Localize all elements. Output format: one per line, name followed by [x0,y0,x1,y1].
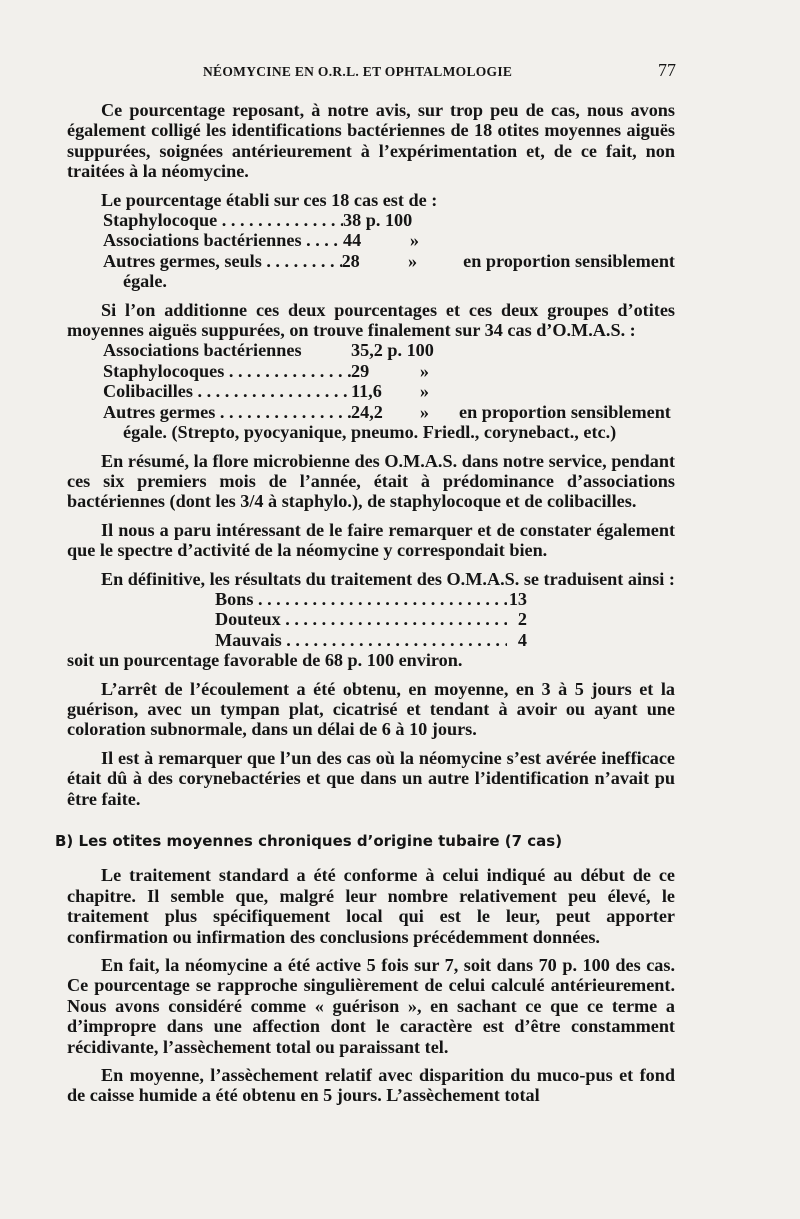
section-heading: B) Les otites moyennes chroniques d’origine tubaire (7 cas) [55,832,563,850]
paragraph: L’arrêt de l’écoulement a été obtenu, en moyenne, en 3 à 5 jours et la guérison, avec un tympan plat, cicatrisé et tendant à avoir ou ayant une coloration subnormale, dans un délai de 6 à 10 jours. [67,678,675,740]
table-row [103,251,675,271]
result-count: 2 [517,609,527,630]
table-row [103,230,675,250]
ditto-mark: » [419,401,429,422]
table-row [103,340,675,360]
ditto-mark: » [409,230,419,251]
leader-dots [262,251,342,271]
body-text [55,100,675,1106]
leader-dots [253,589,507,609]
germ-table-18-cases [103,210,675,292]
result-count: 4 [517,629,527,650]
row-value: 29 [351,360,370,381]
row-label: Colibacilles [103,381,193,402]
table-row [103,402,675,422]
leader-dots [193,381,351,401]
row-note: en proportion sensiblement [463,250,675,271]
row-label: Autres germes, seuls [103,250,262,271]
leader-dots [282,630,507,650]
ditto-mark: » [419,360,429,381]
row-value: 28 [341,250,360,271]
row-continuation: égale. [123,271,167,292]
row-value: 24,2 [351,401,383,422]
row-note: en proportion sensiblement [459,401,671,422]
result-label: Douteux [215,609,281,630]
page-header [0,62,800,84]
table-row [215,630,527,650]
paragraph: Il est à remarquer que l’un des cas où la néomycine s’est avérée inefficace était dû à des corynebactéries et que dans un autre l’identification n’avait pu être faite. [67,747,675,809]
leader-dots [215,402,351,422]
paragraph: En définitive, les résultats du traitement des O.M.A.S. se traduisent ainsi : [101,568,675,589]
ditto-mark: » [408,250,418,271]
row-value: 35,2 p. 100 [351,340,434,361]
paragraph: En résumé, la flore microbienne des O.M.A.S. dans notre service, pendant ces six premiers mois de l’année, était à prédominance d’associations bactériennes (dont les 3/4 à staphylo.), de staphylocoque et de colibacilles. [67,450,675,512]
row-label: Associations bactériennes [103,340,302,361]
running-title: NÉOMYCINE EN O.R.L. ET OPHTALMOLOGIE [203,64,513,79]
table-row [215,589,527,609]
table-row [103,361,675,381]
page-number: 77 [658,60,676,80]
leader-dots [281,609,507,629]
paragraph: Il nous a paru intéressant de le faire remarquer et de constater également que le spectre d’activité de la néomycine y correspondait bien. [67,519,675,561]
paragraph: En fait, la néomycine a été active 5 fois sur 7, soit dans 70 p. 100 des cas. Ce pourcentage se rapproche singulièrement de celui calculé antérieurement. Nous avons considéré comme « guérison », en sachant ce que ce terme a d’impropre dans une affection dont le caractère est d’être constamment récidivante, l’assèchement total ou paraissant tel. [67,955,675,1057]
row-label: Associations bactériennes [103,230,302,251]
paragraph: Le traitement standard a été conforme à celui indiqué au début de ce chapitre. Il semble que, malgré leur nombre relativement peu élevé, le traitement plus spécifiquement local qui est le leur, peut apporter confirmation ou infirmation des conclusions précédemment données. [67,865,675,947]
row-continuation: égale. (Strepto, pyocyanique, pneumo. Friedl., corynebact., etc.) [123,422,617,443]
treatment-results-table [215,589,675,650]
row-value: 44 [343,230,362,251]
result-label: Bons [215,588,254,609]
table-row [103,381,675,401]
row-label: Staphylocoque [103,210,218,231]
table-row [215,609,527,629]
leader-dots [217,210,343,230]
paragraph: soit un pourcentage favorable de 68 p. 100 environ. [67,650,463,671]
table-row [103,210,675,230]
paragraph: En moyenne, l’assèchement relatif avec disparition du muco-pus et fond de caisse humide a été obtenu en 5 jours. L’assèchement total [67,1065,675,1106]
result-count: 13 [508,588,527,609]
result-label: Mauvais [215,629,282,650]
germ-table-34-cases [103,340,675,442]
paragraph: Le pourcentage établi sur ces 18 cas est de : [101,189,438,210]
row-value: 38 p. 100 [343,210,413,231]
row-label: Staphylocoques [103,360,225,381]
ditto-mark: » [419,381,429,402]
paragraph: Ce pourcentage reposant, à notre avis, sur trop peu de cas, nous avons également colligé les identifications bactériennes de 18 otites moyennes aiguës suppurées, soignées antérieurement à l’expérimentation et, de ce fait, non traitées à la néomycine. [67,100,675,182]
leader-dots [224,361,351,381]
leader-dots [302,230,343,250]
row-value: 11,6 [351,381,382,402]
row-label: Autres germes [103,401,216,422]
paragraph: Si l’on additionne ces deux pourcentages et ces deux groupes d’otites moyennes aiguës suppurées, on trouve finalement sur 34 cas d’O.M.A.S. : [67,299,675,341]
